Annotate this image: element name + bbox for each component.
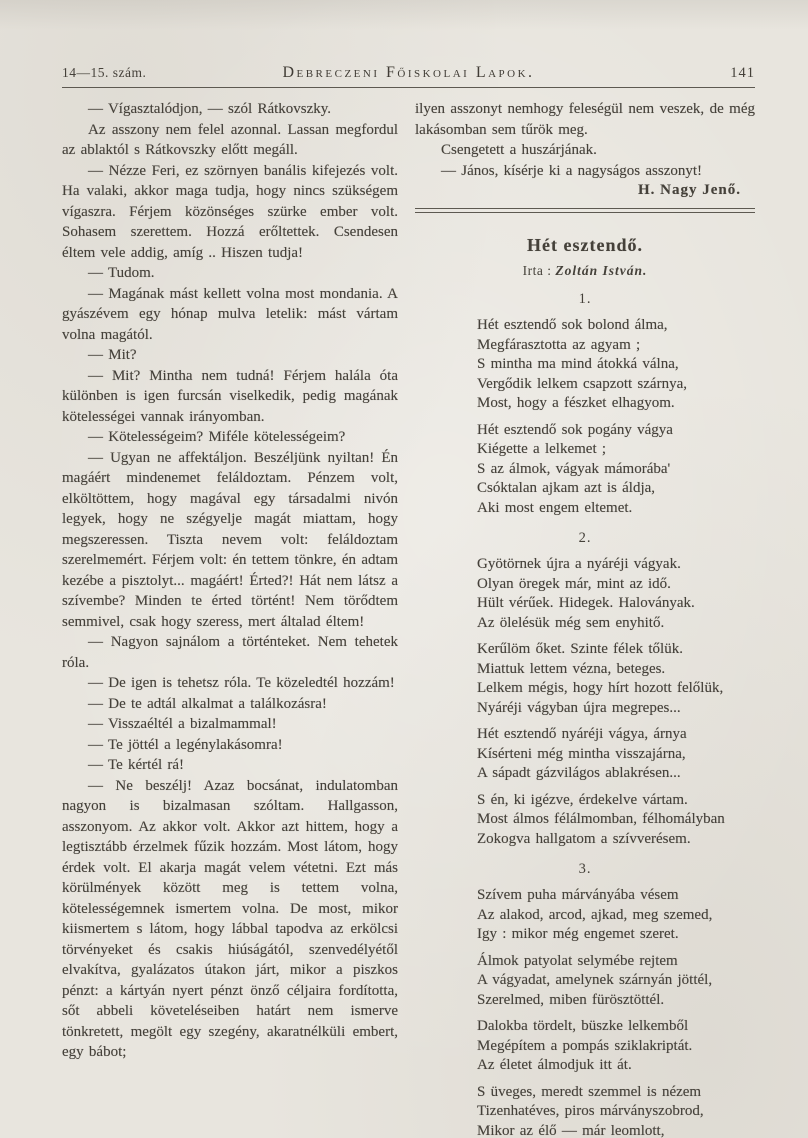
poem-line: Az ölelésük még sem enyhitő. [477,614,665,631]
poem-line: Csóktalan ajkam azt is áldja, [477,480,656,496]
paragraph: — Mit? Mintha nem tudná! Férjem halála óta különben is igen furcsán viselkedik, pedig magának kötelességei vannak irányomban. [62,367,398,425]
page-number: 141 [730,65,755,81]
journal-title: Debreczeni Főiskolai Lapok. [282,64,535,81]
stanza [477,555,755,633]
two-column-body [62,99,755,1138]
poem-line: Tizenhatéves, piros márványszobrod, [477,1103,704,1119]
poem-line: Megfárasztotta az agyam ; [477,336,641,353]
paragraph: Csengetett a huszárjának. [441,142,597,158]
poem-line: S üveges, meredt szemmel is nézem [477,1083,702,1100]
poem-line: Nyáréji vágyban újra megrepes... [477,699,681,716]
author-signature: H. Nagy Jenő. [638,182,741,198]
journal-masthead [62,64,755,88]
poem-line: Az alakod, arcod, ajkad, meg szemed, [477,906,713,923]
poem-line: Mikor az élő — már leomlott, [477,1122,665,1138]
stanza [477,725,755,784]
poem-byline [415,263,755,279]
paragraph: ilyen asszonyt nemhogy feleségül nem veszek, de még lakásomban sem tűrök meg. [415,101,755,138]
poem-line: Hét esztendő nyáréji vágya, árnya [477,726,687,742]
poem-line: S mintha ma mind átokká válna, [477,356,679,372]
poem-section [415,530,755,849]
poem-title: Hét esztendő. [527,235,643,255]
poem-line: Megépítem a pompás sziklakriptát. [477,1037,693,1054]
poem-line: Hét esztendő sok pogány vágya [477,421,673,438]
section-number: 1. [578,291,592,307]
section-divider-rule [415,208,755,213]
paragraph: — De te adtál alkalmat a találkozásra! [88,695,327,712]
byline-prefix: Irta : [522,263,552,278]
poem-line: Most, hogy a fészket elhagyom. [477,395,675,411]
section-number: 2. [578,530,592,546]
poem-line: Szerelmed, miben fürösztöttél. [477,991,665,1008]
section-number: 3. [578,861,592,877]
poem-line: Aki most engem eltemet. [477,499,633,516]
right-column [415,99,755,1138]
paragraph: — János, kísérje ki a nagyságos asszonyt! [441,162,703,179]
issue-number: 14—15. szám. [62,65,147,80]
byline-author: Zoltán István. [555,263,648,278]
paragraph: — Kötelességeim? Miféle kötelességeim? [88,429,346,445]
story-continuation [415,99,755,181]
stanza [477,791,755,850]
stanza [477,421,755,519]
stanza [477,1017,755,1076]
paragraph: — Nagyon sajnálom a történteket. Nem tehetek róla. [62,634,398,671]
paragraph: — Te jöttél a legénylakásomra! [88,736,283,753]
poem-line: Igy : mikor még engemet szeret. [477,926,679,942]
poem-line: Hét esztendő sok bolond álma, [477,317,668,333]
poem-section [415,861,755,1138]
stanza [477,886,755,945]
poem-line: S én, ki igézve, érdekelve vártam. [477,791,688,808]
poem-line: Kísérteni még mintha visszajárna, [477,745,686,762]
paragraph: — Mit? [88,347,137,363]
paragraph: — Ne beszélj! Azaz bocsánat, indulatomban nagyon is bizalmasan szóltam. Hallgasson, asszonyom. Az akkor volt. Akkor azt hittem, hogy a legtisztább érzelmek fűzik hozzám. Most látom, hogy érdek volt. El akarja magát velem vétetni. Ezt más körülmények között meg is tettem volna, kötelességemnek ismertem volna. De most, mikor kiismertem s látom, hogy lábbal tapodva az erkölcsi törvényeket és csakis hiúságától, szenvedélyétől elvakítva, gyalázatos útakon járt, mikor a piszkos pénzt: a kártyán nyert pénzt önző céljaira fordította, sőt abbeli követeléseiben határt nem ismerve tönkretett, megölt egy szegény, akaratnélküli embert, egy bábot; [62,777,398,1060]
paragraph: — Vígasztalódjon, — szól Rátkovszky. [88,101,332,117]
poem-line: A vágyadat, amelynek szárnyán jöttél, [477,972,713,988]
paragraph: Az asszony nem felel azonnal. Lassan megfordul az ablaktól s Rátkovszky előtt megáll. [62,121,398,158]
poem-line: Kiégette a lelkemet ; [477,441,607,457]
poem-sections [415,291,755,1138]
poem [415,235,755,1138]
poem-line: Lelkem mégis, hogy hírt hozott felőlük, [477,680,724,696]
paragraph: — De igen is tehetsz róla. Te közeledtél hozzám! [88,675,395,691]
stanza [477,952,755,1011]
poem-line: Az életet álmodjuk itt át. [477,1057,632,1073]
stanza [477,640,755,718]
poem-line: Zokogva hallgatom a szívverésem. [477,830,691,847]
paragraph: — Magának mást kellett volna most mondania. A gyászévem egy hónap mulva letelik: mást vártam volna magától. [62,285,398,343]
paragraph: — Visszaéltél a bizalmammal! [88,716,277,732]
poem-line: Szívem puha márványába vésem [477,887,679,903]
paragraph: — Nézze Feri, ez szörnyen banális kifejezés volt. Ha valaki, akkor maga tudja, hogy nincs szükségem vígaszra. Férjem közönséges szürke ember volt. Sohasem szerettem. Hozzá erőltettek. Csendesen éltem vele addig, amíg .. Hiszen tudja! [62,162,398,261]
poem-line: Olyan öregek már, mint az idő. [477,575,671,592]
poem-section [415,291,755,518]
poem-line: Kerűlöm őket. Szinte félek tőlük. [477,641,683,657]
poem-line: Dalokba tördelt, büszke lelkemből [477,1018,689,1034]
poem-line: Miattuk lettem vézna, beteges. [477,660,666,677]
left-column [62,99,398,1138]
poem-line: Álmok patyolat selymébe rejtem [477,952,678,969]
poem-line: A sápadt gázvilágos ablakrésen... [477,765,681,781]
stanza [477,316,755,414]
paragraph: — Te kértél rá! [88,757,185,773]
paragraph: — Ugyan ne affektáljon. Beszéljünk nyiltan! Én magáért mindenemet feláldoztam. Pénzem volt, elköltöttem, hogy magával egy társadalmi nivón legyek, hogy ne szégyelje magát miattam, hogy megszeressen. Tiszta nevem volt: feláldoztam szerelmemért. Férjem volt: én tettem tönkre, én adtam kezébe a pisztolyt... magáért! Érted?! Hát nem látsz a szívembe? Minden te érted történt! Nem törődtem semmivel, csak hogy szeress, mert általad éltem! [62,449,398,630]
poem-line: S az álmok, vágyak mámorába' [477,460,671,477]
poem-line: Vergődik lelkem csapzott szárnya, [477,375,687,392]
poem-line: Hült vérűek. Hidegek. Haloványak. [477,595,695,611]
poem-line: Gyötörnek újra a nyáréji vágyak. [477,556,681,572]
paragraph: — Tudom. [88,265,155,281]
poem-line: Most álmos félálmomban, félhomályban [477,811,725,827]
stanza [477,1083,755,1138]
